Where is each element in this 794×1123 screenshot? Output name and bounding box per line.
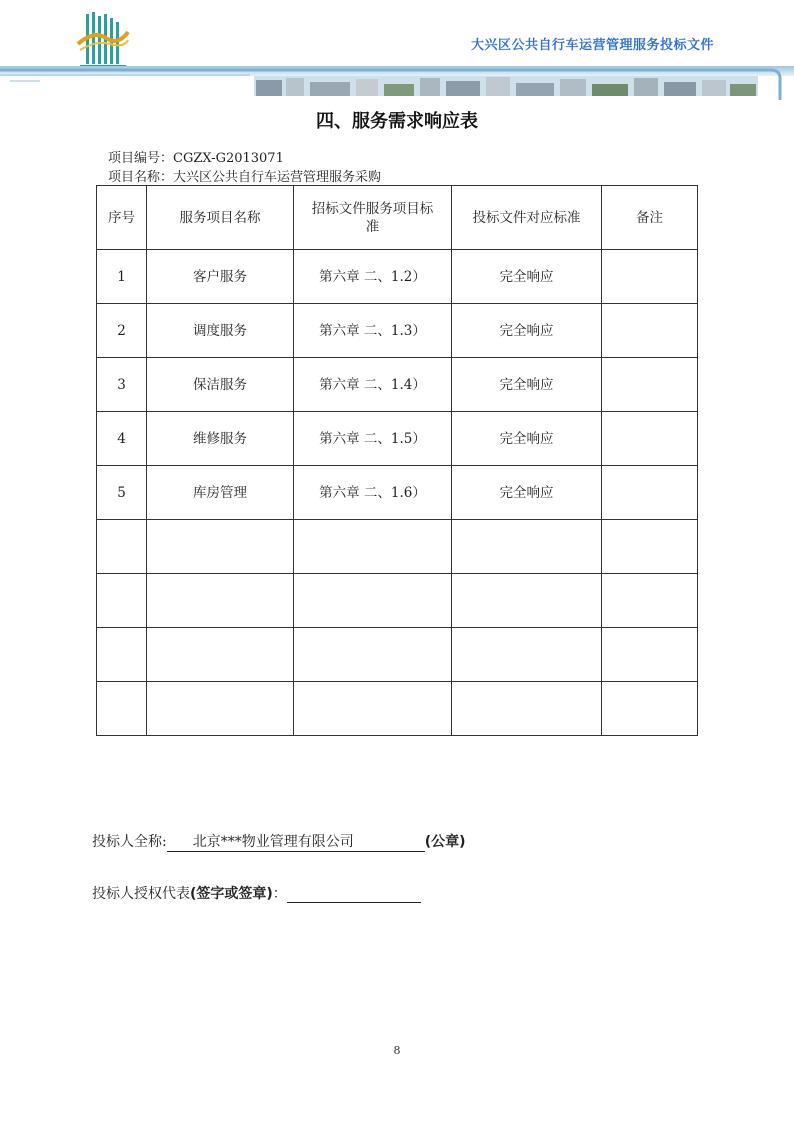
cell-service-item: 客户服务	[147, 250, 294, 304]
service-response-table	[96, 185, 698, 736]
representative-line	[92, 883, 421, 903]
cell-remarks	[602, 682, 698, 736]
bidder-name-field: 北京***物业管理有限公司	[167, 833, 425, 852]
cell-tender-standard: 第六章 二、1.5）	[294, 412, 452, 466]
table-header-row	[97, 186, 698, 250]
cell-tender-standard	[294, 574, 452, 628]
bidder-seal-note: (公章)	[424, 834, 466, 850]
cell-serial: 5	[97, 466, 147, 520]
cell-remarks	[602, 520, 698, 574]
cell-tender-standard	[294, 682, 452, 736]
cell-serial	[97, 682, 147, 736]
header-tender-standard: 招标文件服务项目标准	[294, 186, 452, 250]
cell-remarks	[602, 412, 698, 466]
header-service-item: 服务项目名称	[147, 186, 294, 250]
cell-remarks	[602, 466, 698, 520]
project-name-line	[108, 166, 381, 185]
cell-remarks	[602, 304, 698, 358]
header-banner	[0, 66, 794, 100]
cell-tender-standard: 第六章 二、1.3）	[294, 304, 452, 358]
cell-bid-standard: 完全响应	[452, 466, 602, 520]
cell-serial	[97, 628, 147, 682]
table-row-empty	[97, 628, 698, 682]
table-row	[97, 358, 698, 412]
cell-remarks	[602, 574, 698, 628]
cell-bid-standard	[452, 628, 602, 682]
cell-serial	[97, 574, 147, 628]
table-row	[97, 412, 698, 466]
header-remarks: 备注	[602, 186, 698, 250]
cell-bid-standard: 完全响应	[452, 358, 602, 412]
cell-service-item: 库房管理	[147, 466, 294, 520]
rep-colon: ：	[272, 886, 287, 902]
bidder-label: 投标人全称:	[92, 834, 167, 850]
rep-signature-field	[287, 886, 421, 903]
header-serial: 序号	[97, 186, 147, 250]
project-name: 大兴区公共自行车运营管理服务采购	[173, 170, 382, 185]
cell-serial: 3	[97, 358, 147, 412]
cell-bid-standard: 完全响应	[452, 250, 602, 304]
document-title: 四、服务需求响应表	[316, 111, 478, 132]
table-row-empty	[97, 520, 698, 574]
cell-bid-standard	[452, 682, 602, 736]
cell-tender-standard	[294, 628, 452, 682]
cell-bid-standard	[452, 520, 602, 574]
cell-service-item	[147, 628, 294, 682]
company-logo	[76, 12, 130, 68]
table-row	[97, 304, 698, 358]
cell-remarks	[602, 358, 698, 412]
table-row-empty	[97, 574, 698, 628]
header-bid-standard: 投标文件对应标准	[452, 186, 602, 250]
cell-bid-standard	[452, 574, 602, 628]
rep-sign-note: (签字或签章)	[190, 886, 273, 902]
cell-service-item: 保洁服务	[147, 358, 294, 412]
cell-bid-standard: 完全响应	[452, 304, 602, 358]
cell-service-item: 维修服务	[147, 412, 294, 466]
bidder-name-line	[92, 831, 466, 852]
project-code-label: 项目编号：	[108, 151, 174, 166]
table-row-empty	[97, 682, 698, 736]
cell-tender-standard	[294, 520, 452, 574]
cell-service-item: 调度服务	[147, 304, 294, 358]
project-code-line	[108, 147, 284, 166]
cell-serial	[97, 520, 147, 574]
page-number: 8	[393, 1044, 401, 1057]
cell-service-item	[147, 682, 294, 736]
cell-tender-standard: 第六章 二、1.6）	[294, 466, 452, 520]
cell-bid-standard: 完全响应	[452, 412, 602, 466]
cell-serial: 2	[97, 304, 147, 358]
cell-remarks	[602, 250, 698, 304]
table-row	[97, 466, 698, 520]
cell-service-item	[147, 520, 294, 574]
header-document-title: 大兴区公共自行车运营管理服务投标文件	[470, 38, 714, 53]
cell-tender-standard: 第六章 二、1.4）	[294, 358, 452, 412]
cell-remarks	[602, 628, 698, 682]
table-row	[97, 250, 698, 304]
project-code: CGZX-G2013071	[173, 151, 284, 166]
cell-serial: 4	[97, 412, 147, 466]
cell-serial: 1	[97, 250, 147, 304]
cell-service-item	[147, 574, 294, 628]
cell-tender-standard: 第六章 二、1.2）	[294, 250, 452, 304]
rep-label: 投标人授权代表	[92, 886, 190, 902]
project-name-label: 项目名称：	[108, 170, 174, 185]
